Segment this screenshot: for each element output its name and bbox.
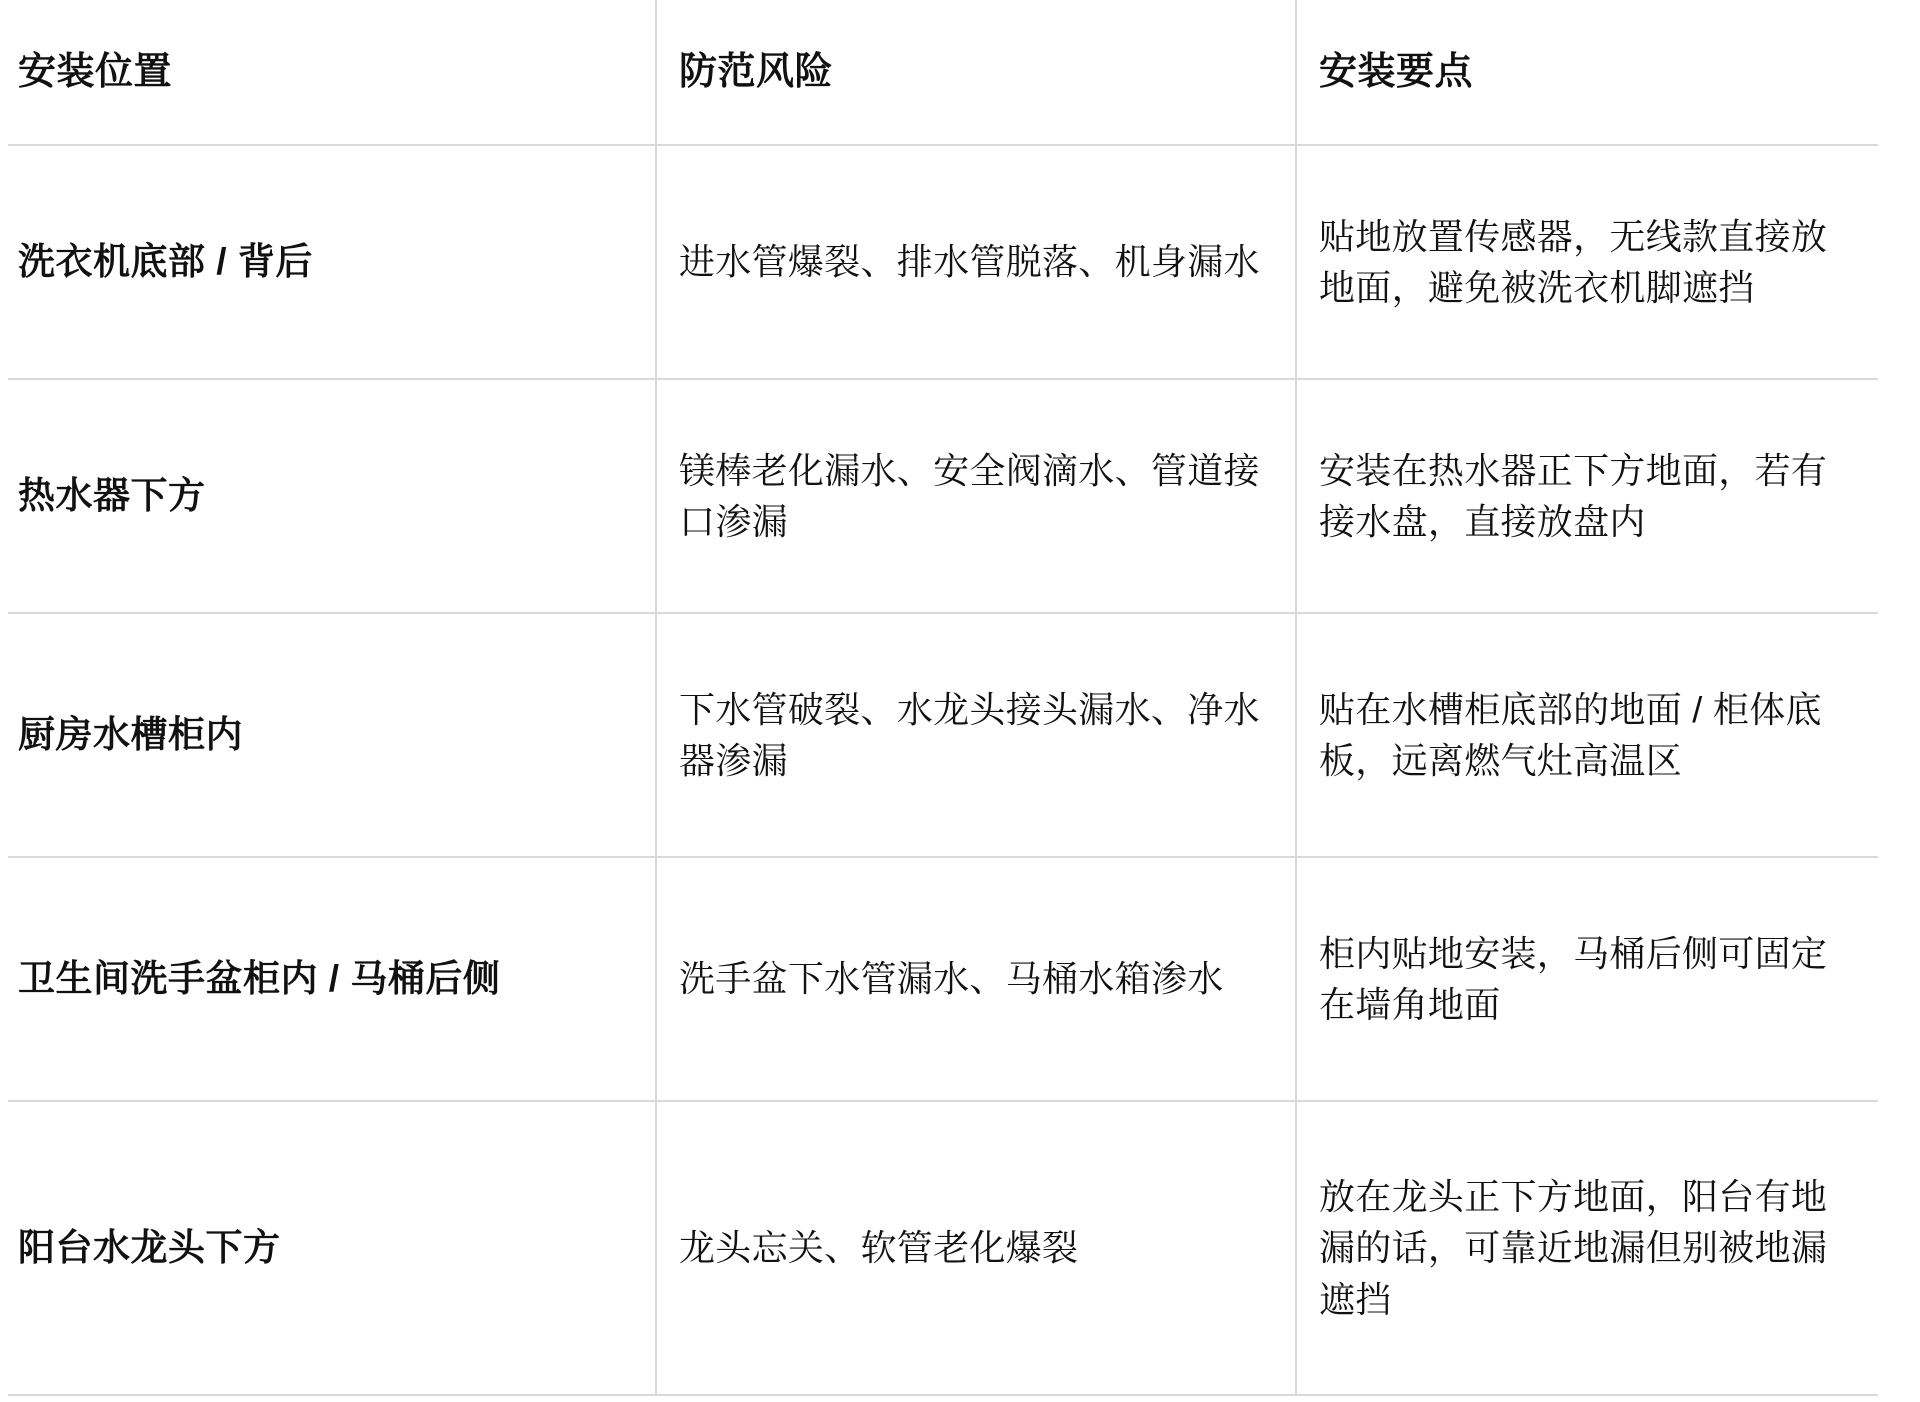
table-row bbox=[8, 857, 1878, 1101]
cell-risk: 镁棒老化漏水、安全阀滴水、管道接口渗漏 bbox=[656, 379, 1296, 613]
table-header-row bbox=[8, 0, 1878, 145]
cell-risk: 龙头忘关、软管老化爆裂 bbox=[656, 1101, 1296, 1395]
cell-risk: 下水管破裂、水龙头接头漏水、净水器渗漏 bbox=[656, 613, 1296, 857]
cell-tip: 柜内贴地安装，马桶后侧可固定在墙角地面 bbox=[1296, 857, 1878, 1101]
leak-sensor-placement-table bbox=[8, 0, 1878, 1396]
cell-tip: 贴地放置传感器，无线款直接放地面，避免被洗衣机脚遮挡 bbox=[1296, 145, 1878, 379]
cell-tip: 放在龙头正下方地面，阳台有地漏的话，可靠近地漏但别被地漏遮挡 bbox=[1296, 1101, 1878, 1395]
cell-location: 热水器下方 bbox=[8, 379, 656, 613]
column-header-location: 安装位置 bbox=[8, 0, 656, 145]
column-header-risk: 防范风险 bbox=[656, 0, 1296, 145]
cell-tip: 贴在水槽柜底部的地面 / 柜体底板，远离燃气灶高温区 bbox=[1296, 613, 1878, 857]
cell-location: 卫生间洗手盆柜内 / 马桶后侧 bbox=[8, 857, 656, 1101]
column-header-tip: 安装要点 bbox=[1296, 0, 1878, 145]
cell-risk: 洗手盆下水管漏水、马桶水箱渗水 bbox=[656, 857, 1296, 1101]
cell-location: 洗衣机底部 / 背后 bbox=[8, 145, 656, 379]
cell-risk: 进水管爆裂、排水管脱落、机身漏水 bbox=[656, 145, 1296, 379]
table-body bbox=[8, 145, 1878, 1395]
table-row bbox=[8, 1101, 1878, 1395]
cell-location: 阳台水龙头下方 bbox=[8, 1101, 656, 1395]
cell-location: 厨房水槽柜内 bbox=[8, 613, 656, 857]
table-row bbox=[8, 145, 1878, 379]
cell-tip: 安装在热水器正下方地面，若有接水盘，直接放盘内 bbox=[1296, 379, 1878, 613]
table-header bbox=[8, 0, 1878, 145]
table-row bbox=[8, 379, 1878, 613]
table-row bbox=[8, 613, 1878, 857]
